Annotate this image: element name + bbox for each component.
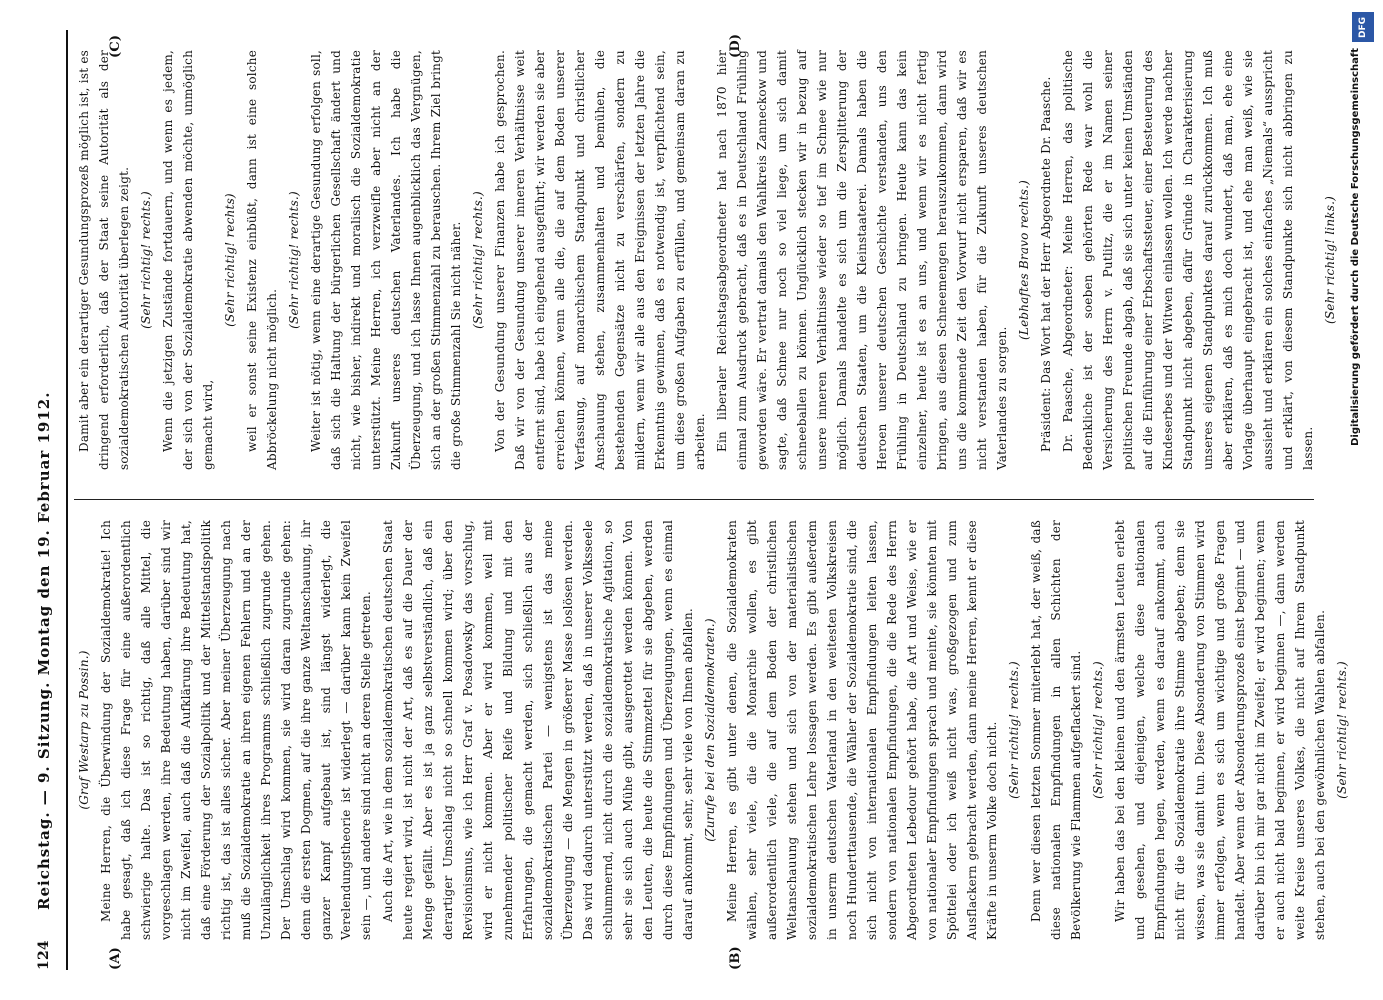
left-column — [74, 520, 1354, 940]
paragraph: Denn wer diesen letzten Sommer miterlebt hat, der weiß, daß diese nationalen Empfindungen in allen Schichten der Bevölkerung wie Flammen aufgeflackert sind. — [1029, 520, 1083, 940]
paragraph: Meine Herren, es gibt unter denen, die Sozialdemokraten wählen, sehr viele, die die Monarchie wollen, es gibt außerordentlich viele, die auf dem Boden der christlichen Weltanschauung stehen und sich von der materialistischen sozialdemokratischen Lehre lossagen werden. Es gibt außerdem in unserm deutschen Vaterland in den weitesten Volkskreisen noch Hunderttausende, die Wähler der Sozialdemokratie sind, die sich nicht von internationalen Empfindungen leiten lassen, sondern von nationalen Empfindungen, die die Rede des Herrn Abgeordneten Lebedour gehört habe, die Art und Weise, wie er von nationaler Empfindungen sprach und meinte, sie könnten mit Spöttelei oder ich weiß nicht was, großgezogen und zum Ausflackern gebracht werden, dann meine Herren, kennt er diese Kräfte in unserm Volke doch nicht. — [725, 520, 999, 940]
interjection: (Sehr richtig! rechts.) — [1007, 661, 1021, 799]
interjection: (Sehr richtig! rechts.) — [1091, 661, 1105, 799]
margin-marker-b: (B) — [728, 946, 743, 970]
margin-marker-d: (D) — [728, 33, 743, 58]
speaker-note: (Graf Westarp zu Possin.) — [77, 650, 91, 810]
paragraph: Von der Gesundung unserer Finanzen habe ich gesprochen. Daß wir von der Gesundung unserer inneren Verhältnisse weit entfernt sind, habe ich eingehend ausgeführt; wir werden sie aber erreichen können, wenn alle die, die auf dem Boden unserer Verfassung, auf monarchischem Standpunkt und christlicher Anschauung stehen, zusammenhalten und bemühen, die bestehenden Gegensätze nicht zu verschärfen, sondern zu mildern, wenn wir alle aus den Ereignissen der letzten Jahre die Erkenntnis gewinnen, daß es notwendig ist, verpflichtend sein, um diese großen Aufgaben zu erfüllen, und gemeinsam daran zu arbeiten. — [493, 50, 707, 470]
paragraph: Meine Herren, die Überwindung der Sozialdemokratie! Ich habe gesagt, daß ich diese Frage für eine außerordentlich schwierige halte. Das ist so richtig, daß alle Mittel, die vorgeschlagen werden, ihre Bedeutung haben, darüber sind wir nicht im Zweifel, auch daß die Aufklärung ihre Bedeutung hat, daß eine Förderung der Sozialpolitik und der Mittelstandspolitik richtig ist, das ist alles sicher. Aber meiner Überzeugung nach muß die Sozialdemokratie an ihren eigenen Fehlern und an der Unzulänglichkeit ihres Programms schließlich zugrunde gehen. Der Umschlag wird kommen, sie wird daran zugrunde gehen: denn die ersten Dogmen, auf die ihre ganze Weltanschauung, ihr ganzer Kampf aufgebaut ist, sind längst widerlegt, die Verelendungstheorie ist widerlegt — darüber kann kein Zweifel sein —, und andere sind nicht an deren Stelle getreten. — [99, 520, 373, 940]
digitization-stamp — [1346, 8, 1378, 768]
interjection: (Sehr richtig! rechts.) — [1335, 661, 1349, 799]
column-divider — [74, 499, 1314, 500]
paragraph: weil er sonst seine Existenz einbüßt, dann ist eine solche Abbröckelung nicht möglich. — [245, 50, 279, 470]
paragraph: Dr. Paasche, Abgeordneter: Meine Herren, das politische Bedenkliche ist der soeben gehörten Rede war wohl die Versicherung des Herrn v. Putlitz, die er im Namen seiner politischen Freunde abgab, daß sie sich unter keinen Umständen auf die Einführung einer Erbschaftssteuer, einer Besteuerung des Kindeserbes und der Witwen einlassen wollen. Ich werde nachher Standpunkt nicht abgeben, dafür Gründe in Charakterisierung unseres eigenen Standpunktes darauf zurückkommen. Ich muß aber erklären, daß es mich doch wundert, daß man, ehe eine Vorlage überhaupt eingebracht ist, und ehe man weiß, wie sie aussieht und erklären ein solches einfaches „Niemals“ ausspricht und erklärt, von diesem Standpunkte sich nicht abbringen zu lassen. — [1061, 50, 1315, 470]
interjection: (Sehr richtig! rechts.) — [287, 191, 301, 329]
paragraph: Auch die Art, wie in dem sozialdemokratischen deutschen Staat heute regiert wird, ist nicht der Art, daß es auf die Dauer der Menge gefällt. Aber es ist ja ganz selbstverständlich, daß ein derartiger Umschlag nicht so schnell kommen wird; über den Revisionismus, wie ich Herr Graf v. Posadowsky das vorschlug, wird er nicht kommen. Aber er wird kommen, weil mit zunehmender politischer Reife und Bildung und mit den Erfahrungen, die gemacht werden, sich schließlich aus der sozialdemokratischen Partei — wenigstens ist das meine Überzeugung — die Mengen in größerer Masse loslösen werden. Das wird dadurch unterstützt werden, daß in unserer Volksseele schlummernd, nicht durch die sozialdemokratische Agitation, so sehr sie sich auch Mühe gibt, ausgerottet werden können. Von den Leuten, die heute die Stimmzettel für sie abgeben, werden durch diese Empfindungen und Überzeugungen, wenn es einmal darauf ankommt, sehr, sehr viele von Ihnen abfallen. — [381, 520, 695, 940]
paragraph: Ein liberaler Reichstagsabgeordneter hat nach 1870 hier einmal zum Ausdruck gebracht, daß es in Deutschland Frühling geworden wäre. Er vertrat damals den Wahlkreis Zanneckow und sagte, daß Schnee nur noch so viel liege, um sich damit schneeballen zu können. Unglücklich stecken wir in bezug auf unsere inneren Verhältnisse wieder so tief im Schnee wie nur möglich. Damals handelte es sich um die Zersplitterung der deutschen Staaten, um die Kleinstaaterei. Damals haben die Heroen unserer deutschen Geschichte verstanden, uns den Frühling in Deutschland zu bringen. Heute kann das kein einzelner, heute ist es an uns, und wenn wir es nicht fertig bringen, aus diesen Schneemengen herauszukommen, dann wird uns die kommende Zeit den Vorwurf nicht ersparen, daß wir es nicht verstanden haben, für die Zukunft unseres deutschen Vaterlandes zu sorgen. — [715, 50, 1009, 470]
interjection: (Sehr richtig! rechts) — [223, 193, 237, 327]
paragraph: Wir haben das bei den kleinen und den ärmsten Leuten erlebt und gesehen, und diejenigen, welche diese nationalen Empfindungen hegen, werden, wenn es darauf ankommt, auch nicht für die Sozialdemokratie ihre Stimme abgeben; denn sie wissen, was sie damit tun. Diese Absonderung von Stimmen wird immer erfolgen, wenn es sich um wichtige und große Fragen handelt. Aber wenn der Absonderungsprozeß einst beginnt — und darüber bin ich mir gar nicht im Zweifel; er wird beginnen; wenn er auch nicht bald beginnen, er wird beginnen —, dann werden weite Kreise unseres Volkes, die nicht auf Ihrem Standpunkt stehen, auch bei den gewöhnlichen Wahlen abfallen. — [1113, 520, 1327, 940]
interjection: (Sehr richtig! rechts.) — [471, 191, 485, 329]
paragraph: Wenn die jetzigen Zustände fortdauern, und wenn es jedem, der sich von der Sozialdemokratie abwenden möchte, unmöglich gemacht wird, — [161, 50, 215, 470]
interjection: (Lebhaftes Bravo rechts.) — [1017, 180, 1031, 340]
rotated-page-content — [26, 30, 1349, 970]
paragraph: Weiter ist nötig, wenn eine derartige Gesundung erfolgen soll, daß sich die Haltung der bürgerlichen Gesellschaft ändert und nicht, wie bisher, indirekt und moralisch die Sozialdemokratie unterstützt. Meine Herren, ich verzweifle aber nicht an der Zukunft unseres deutschen Vaterlandes. Ich habe die Überzeugung, und ich lasse Ihnen augenblicklich das Vergnügen, sich an der großen Stimmenzahl zu berauschen. Ihrem Ziel bringt die große Stimmenzahl Sie nicht näher. — [309, 50, 463, 470]
right-column — [74, 50, 1342, 470]
interjection: (Sehr richtig! rechts.) — [139, 191, 153, 329]
paragraph: Damit aber ein derartiger Gesundungsprozeß möglich ist, ist es dringend erforderlich, daß der Staat seine Autorität als der sozialdemokratischen Autorität überlegen zeigt. — [77, 50, 131, 470]
interjection: (Zurufe bei den Sozialdemokraten.) — [703, 618, 717, 842]
margin-marker-a: (A) — [108, 947, 123, 970]
page-header — [26, 30, 68, 970]
interjection: (Sehr richtig! links.) — [1323, 196, 1337, 325]
margin-marker-c: (C) — [108, 34, 123, 58]
page-number: 124 — [36, 940, 52, 970]
paragraph: Präsident: Das Wort hat der Herr Abgeordnete Dr. Paasche. — [1039, 76, 1053, 452]
dfg-logo: DFG — [1352, 12, 1374, 42]
running-title: Reichstag. — 9. Sitzung. Montag den 19. Februar 1912. — [35, 391, 53, 910]
digitization-notice: Digitalisierung gefördert durch die Deutsche Forschungsgemeinschaft — [1350, 48, 1361, 446]
